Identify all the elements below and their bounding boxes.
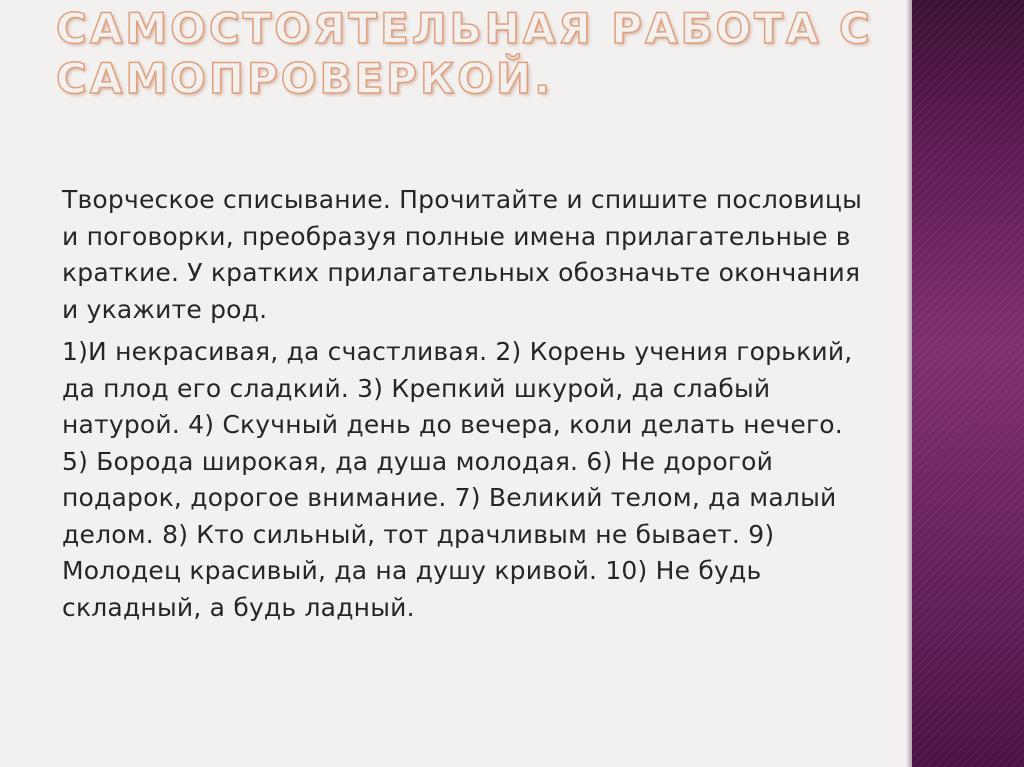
instruction-paragraph: Творческое списывание. Прочитайте и спишите пословицы и поговорки, преобразуя полные имена прилагательные в краткие. У кратких прилагательных обозначьте окончания и укажите род. (62, 185, 863, 324)
slide-title: САМОСТОЯТЕЛЬНАЯ РАБОТА С САМОПРОВЕРКОЙ. (56, 4, 873, 103)
side-bar-texture (912, 0, 1024, 767)
proverbs-paragraph: 1)И некрасивая, да счастливая. 2) Корень учения горький, да плод его сладкий. 3) Крепкий шкурой, да слабый натурой. 4) Скучный день до вечера, коли делать нечего. 5) Борода широкая, да душа молодая. 6) Не дорогой подарок, дорогое внимание. 7) Великий телом, да малый делом. 8) Кто сильный, тот драчливым не бывает. 9) Молодец красивый, да на душу кривой. 10) Не будь складный, а будь ладный. (62, 337, 853, 622)
slide-body (62, 182, 872, 626)
